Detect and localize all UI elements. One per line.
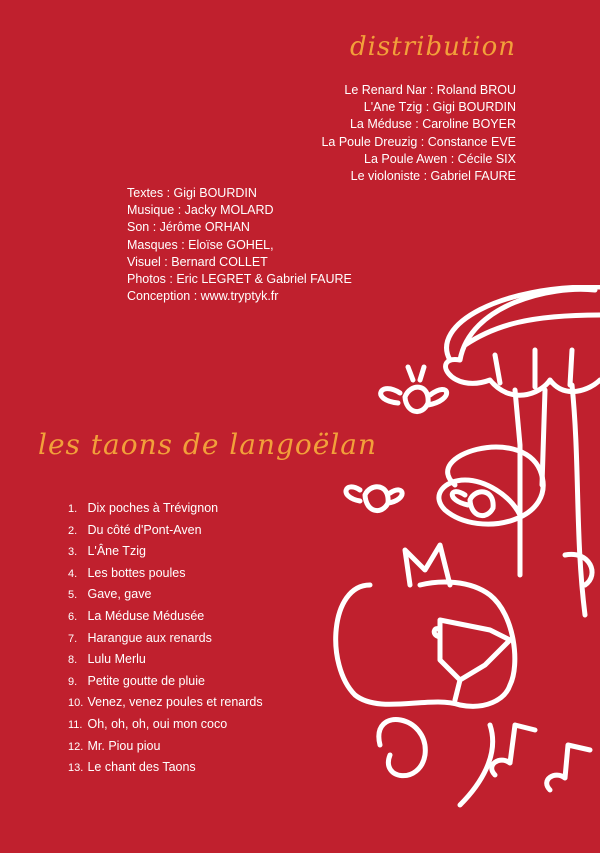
credit-line: Textes : Gigi BOURDIN [127,186,257,200]
track-item [68,541,263,563]
illustration [310,285,600,853]
scroll-base [379,720,493,805]
credit-line: Musique : Jacky MOLARD [127,203,274,218]
track-number: 12. [68,740,84,753]
track-item [68,628,263,650]
track-number: 8. [68,654,78,667]
track-item [68,584,263,606]
track-item [68,714,263,736]
track-item [68,692,263,714]
track-item [68,498,263,520]
credit-line: Visuel : Bernard COLLET [127,254,268,269]
fox-head [336,582,515,706]
track-number: 1. [68,503,78,515]
track-item [68,563,263,585]
track-title: Gave, gave [87,587,152,602]
track-number: 7. [68,632,78,645]
credit-line: Masques : Eloïse GOHEL, [127,237,274,252]
credit-line: Photos : Eric LEGRET & Gabriel FAURE [127,272,352,287]
tracklist-title: les taons de langoëlan [38,428,378,461]
bee-icon [452,492,493,516]
track-number: 11. [68,718,83,731]
cast-line: La Poule Awen : Cécile SIX [364,151,516,166]
awning-stroke [495,350,572,387]
cast-line: La Poule Dreuzig : Constance EVE [321,134,516,149]
track-number: 4. [68,567,78,580]
track-number: 13. [68,762,84,775]
credit-line: Son : Jérôme ORHAN [127,220,250,235]
cast-line: La Méduse : Caroline BOYER [349,117,516,132]
fox-snout [440,620,510,700]
track-number: 3. [68,546,78,559]
pole-right [572,385,585,615]
track-item [68,520,263,542]
track-title: Les bottes poules [87,565,186,580]
track-title: Petite goutte de pluie [87,673,205,688]
fox-eye [434,629,440,637]
fox-ear [405,545,450,585]
track-title: La Méduse Médusée [87,608,205,623]
bee-icon [381,367,447,412]
track-item [68,671,263,693]
track-item [68,649,263,671]
track-title: Le chant des Taons [87,760,196,775]
track-item [68,736,263,758]
credit-line: Conception : www.tryptyk.fr [127,289,279,304]
track-number: 2. [68,524,78,537]
track-item [68,757,263,779]
pole [515,390,545,575]
track-number: 10. [68,697,84,710]
track-list [68,498,263,779]
distribution-title: distribution [349,32,516,62]
cast-line: Le violoniste : Gabriel FAURE [350,169,516,184]
cast-line: L'Ane Tzig : Gigi BOURDIN [363,100,516,115]
track-title: Mr. Piou piou [87,738,161,753]
track-item [68,606,263,628]
track-number: 9. [68,675,78,688]
track-title: Harangue aux renards [87,630,212,645]
bee-icon [346,487,402,511]
cast-list [321,82,516,185]
track-title: Venez, venez poules et renards [87,695,263,710]
cast-line: Le Renard Nar : Roland BROU [344,83,516,97]
track-title: Dix poches à Trévignon [87,501,219,515]
track-title: L'Âne Tzig [87,544,146,559]
track-number: 6. [68,610,78,623]
track-title: Du côté d'Pont-Aven [87,522,202,537]
track-title: Oh, oh, oh, oui mon coco [87,716,228,731]
track-number: 5. [68,589,78,602]
track-title: Lulu Merlu [87,652,146,667]
music-note-icon [492,725,590,790]
